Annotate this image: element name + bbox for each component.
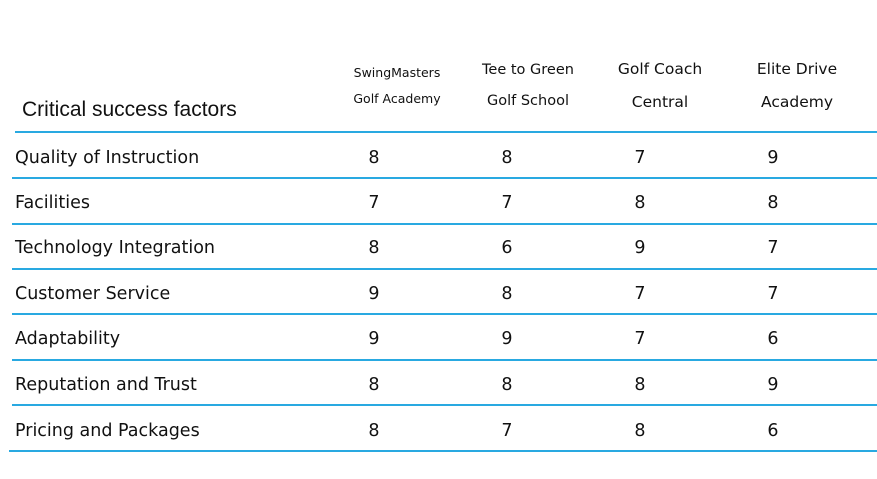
row-divider [12, 404, 877, 406]
score-cell: 7 [634, 329, 646, 349]
score-cell: 8 [634, 193, 646, 213]
row-divider [12, 223, 877, 225]
row-factor-label: Quality of Instruction [15, 148, 200, 168]
column-header-line: Academy [761, 93, 833, 111]
score-cell: 8 [368, 375, 380, 395]
column-header-swingmasters [340, 60, 454, 112]
score-cell: 9 [368, 284, 380, 304]
score-cell: 6 [501, 238, 513, 258]
score-cell: 8 [501, 375, 513, 395]
score-cell: 7 [767, 284, 779, 304]
score-cell: 7 [501, 421, 513, 441]
score-cell: 7 [368, 193, 380, 213]
score-cell: 6 [767, 329, 779, 349]
score-cell: 8 [634, 421, 646, 441]
column-header-line: Central [631, 93, 689, 111]
row-divider [12, 177, 877, 179]
row-divider [12, 313, 877, 315]
row-divider [9, 450, 877, 452]
score-cell: 9 [767, 148, 779, 168]
column-header-line: Golf Academy [353, 91, 441, 106]
score-cell: 8 [368, 238, 380, 258]
score-cell: 7 [767, 238, 779, 258]
row-factor-label: Adaptability [15, 329, 121, 349]
score-cell: 8 [368, 148, 380, 168]
row-factor-label: Customer Service [15, 284, 171, 304]
score-cell: 6 [767, 421, 779, 441]
score-cell: 8 [501, 148, 513, 168]
score-cell: 7 [501, 193, 513, 213]
column-header-line: Golf Coach [617, 60, 703, 78]
factor-column-header: Critical success factors [22, 98, 237, 121]
score-cell: 8 [767, 193, 779, 213]
column-header-line: SwingMasters [353, 65, 441, 80]
row-divider [15, 131, 877, 133]
column-header-line: Tee to Green [482, 62, 574, 78]
row-factor-label: Pricing and Packages [15, 421, 200, 441]
column-header-tee-to-green [468, 55, 588, 117]
score-cell: 9 [501, 329, 513, 349]
column-header-golf-coach [600, 53, 720, 119]
score-cell: 7 [634, 284, 646, 304]
score-cell: 8 [634, 375, 646, 395]
row-divider [12, 268, 877, 270]
column-header-line: Golf School [487, 93, 569, 109]
row-factor-label: Reputation and Trust [15, 375, 197, 395]
row-divider [12, 359, 877, 361]
score-cell: 7 [634, 148, 646, 168]
row-factor-label: Technology Integration [15, 238, 216, 258]
score-cell: 9 [767, 375, 779, 395]
score-cell: 8 [501, 284, 513, 304]
score-cell: 8 [368, 421, 380, 441]
row-factor-label: Facilities [15, 193, 90, 213]
column-header-elite-drive [737, 53, 857, 119]
score-cell: 9 [368, 329, 380, 349]
column-header-line: Elite Drive [756, 60, 838, 78]
score-cell: 9 [634, 238, 646, 258]
